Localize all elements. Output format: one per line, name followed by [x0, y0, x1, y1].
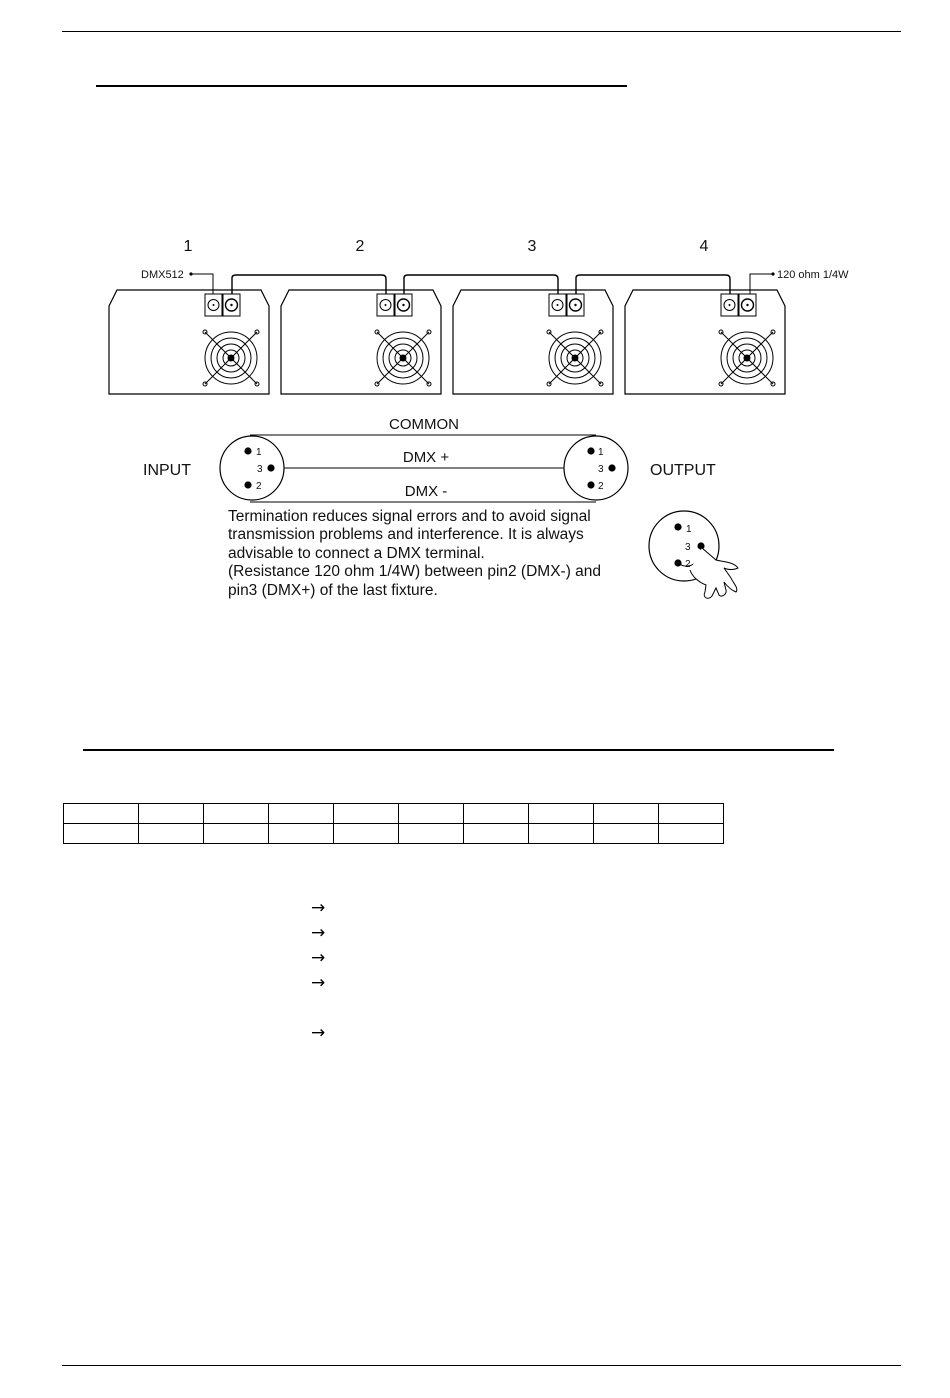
output-xlr-connector — [564, 436, 628, 500]
table-cell — [334, 804, 399, 824]
table-cell — [139, 824, 204, 844]
table-cell — [204, 804, 269, 824]
table-cell — [464, 804, 529, 824]
termination-note-line: advisable to connect a DMX terminal. — [228, 544, 485, 562]
address-table — [63, 803, 724, 844]
table-cell — [334, 824, 399, 844]
arrow-right-icon: → — [311, 973, 326, 993]
fixture-1-icon — [109, 290, 269, 394]
table-cell — [529, 804, 594, 824]
table-cell — [64, 824, 139, 844]
input-xlr-connector — [220, 436, 284, 500]
termination-note — [228, 508, 648, 600]
input-label: INPUT — [143, 462, 191, 479]
table-cell — [659, 824, 724, 844]
dmx-minus-label: DMX - — [404, 483, 448, 500]
svg-text:1: 1 — [686, 524, 692, 535]
table-cell — [64, 804, 139, 824]
svg-text:1: 1 — [598, 447, 604, 458]
svg-text:2: 2 — [598, 481, 604, 492]
table-cell — [269, 824, 334, 844]
fixture-number-2: 2 — [355, 238, 365, 255]
svg-text:3: 3 — [598, 464, 604, 475]
table-cell — [399, 804, 464, 824]
table-row — [64, 804, 724, 824]
table-row — [64, 824, 724, 844]
dmx512-label: DMX512 — [141, 269, 184, 281]
output-label: OUTPUT — [650, 462, 716, 479]
termination-note-line: Termination reduces signal errors and to avoid signal — [228, 508, 591, 525]
footer-rule — [62, 1365, 901, 1366]
table-cell — [529, 824, 594, 844]
table-cell — [464, 824, 529, 844]
arrow-right-icon: → — [311, 948, 326, 968]
fixture-number-1: 1 — [183, 238, 193, 255]
table-cell — [594, 804, 659, 824]
termination-note-line: transmission problems and interference. It is always — [228, 526, 584, 544]
fixture-number-4: 4 — [699, 238, 709, 255]
svg-text:1: 1 — [256, 447, 262, 458]
fixture-number-3: 3 — [527, 238, 537, 255]
arrow-right-icon: → — [311, 898, 326, 918]
fixture-2-icon — [281, 290, 441, 394]
svg-text:2: 2 — [256, 481, 262, 492]
arrow-right-icon: → — [311, 1023, 326, 1043]
table-cell — [139, 804, 204, 824]
table-cell — [594, 824, 659, 844]
fixture-4-icon — [625, 290, 785, 394]
dmx-plus-label: DMX + — [402, 449, 450, 466]
fixture-3-icon — [453, 290, 613, 394]
table-cell — [399, 824, 464, 844]
table-cell — [659, 804, 724, 824]
table-cell — [269, 804, 334, 824]
terminator-label: 120 ohm 1/4W — [777, 269, 849, 281]
common-label: COMMON — [389, 416, 459, 433]
svg-text:2: 2 — [685, 559, 691, 570]
svg-text:3: 3 — [257, 464, 263, 475]
dmx-input-dot — [189, 272, 192, 275]
termination-note-line: pin3 (DMX+) of the last fixture. — [228, 581, 438, 599]
table-cell — [204, 824, 269, 844]
svg-text:3: 3 — [685, 542, 691, 553]
termination-note-line: (Resistance 120 ohm 1/4W) between pin2 (DMX-) and — [228, 563, 602, 581]
terminator-dot — [771, 272, 774, 275]
arrow-right-icon: → — [311, 923, 326, 943]
terminator-connector-icon — [649, 511, 738, 598]
section-heading-underline-2 — [83, 749, 834, 751]
